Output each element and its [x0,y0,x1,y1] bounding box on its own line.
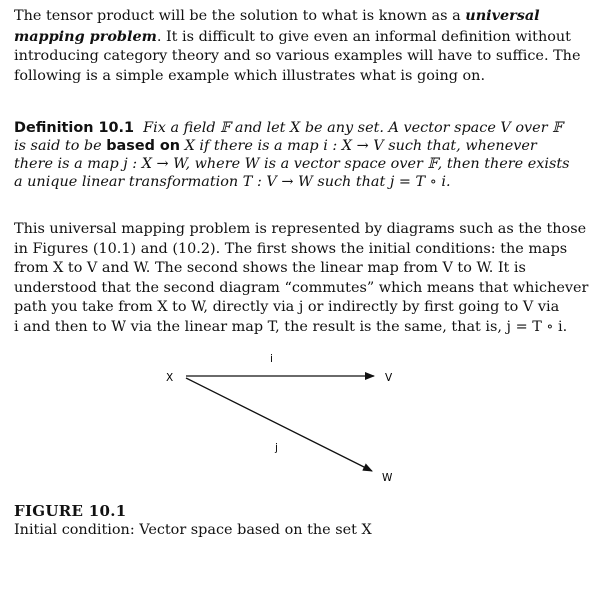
definition-text: X if there is a map i : X → V such that, whenever [180,138,537,154]
definition-text: is said to be [14,138,107,154]
figure-caption-text: Initial condition: Vector space based on the set X [14,522,372,538]
explanation-line-3: from X to V and W. The second shows the linear map from V to W. It is [14,260,526,277]
intro-line-4: following is a simple example which illustrates what is going on. [14,67,486,84]
emphasis-mapping-problem: mapping problem [14,27,157,45]
explanation-line-1: This universal mapping problem is represented by diagrams such as the those [14,221,587,237]
emphasis-universal: universal [465,7,540,24]
explanation-line-5: path you take from X to W, directly via j or indirectly by first going to V via [14,299,560,316]
definition-text: Fix a field 𝔽 and let X be any set. A vector space V over 𝔽 [143,120,563,136]
map-i-label: i [270,353,273,365]
node-w-label: W [382,472,393,484]
explanation-line-6: i and then to W via the linear map T, the result is the same, that is, j = T ∘ i. [14,318,568,335]
definition-term-based-on: based on [106,138,181,154]
node-x-label: X [166,372,174,384]
node-v-label: V [385,372,393,384]
intro-text: . It is difficult to give even an informal definition without [156,28,571,45]
definition-heading: Definition 10.1 [14,120,135,136]
figure-caption-title: FIGURE 10.1 [14,502,127,520]
explanation-line-4: understood that the second diagram “commutes” which means that whichever [14,279,589,296]
map-j-label: j [275,442,278,454]
definition-line-4: a unique linear transformation T : V → W such that j = T ∘ i. [14,174,451,190]
intro-text: The tensor product will be the solution to what is known as a [14,8,466,24]
intro-line-3: introducing category theory and so various examples will have to suffice. The [14,48,581,65]
arrow-x-to-w [186,378,372,471]
explanation-line-2: in Figures (10.1) and (10.2). The first shows the initial conditions: the maps [14,240,568,257]
definition-line-3: there is a map j : X → W, where W is a vector space over 𝔽, then there exists [14,156,570,172]
